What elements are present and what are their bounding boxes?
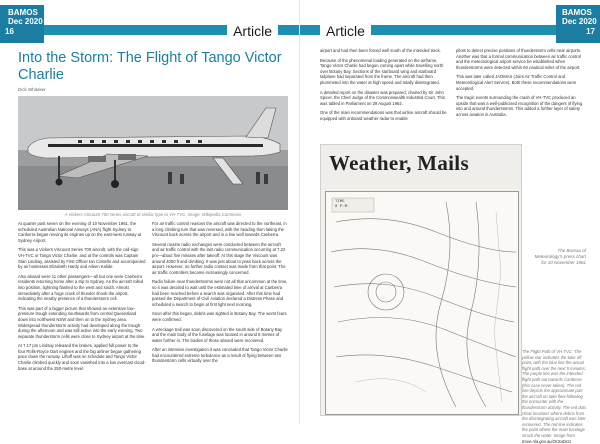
flight-path-caption xyxy=(522,349,588,444)
article-title: Into the Storm: The Flight of Tango Victor Charlie xyxy=(18,50,282,83)
viscount-aircraft-image xyxy=(18,96,288,210)
article-column-4 xyxy=(456,48,584,122)
paragraph: A detailed report on the disaster was prepared, chaired by Sir John Spicer, the Chief Judge of the Commonwealth Industrial Court. This was tabled in Parliament on 29 August 1962. xyxy=(320,89,445,106)
clipping-caption: The Bureau of Meteorology's press chart for 10 November 1961 xyxy=(534,248,586,265)
byline: Dick Whitaker xyxy=(18,87,46,92)
tab-line1: BAMOS xyxy=(562,8,592,17)
aircraft-photo xyxy=(18,96,288,210)
paragraph: pilots to detect precise positions of thunderstorm cells near airports. Another was that a formal communication between air traffic control and the meteorological airport service be established when thunderstorms were detected within 60 nautical miles of the airport. xyxy=(456,48,582,70)
paragraph: For air traffic control reasons the aircraft was directed to the northeast, in a long climbing turn that was reversed, with the heading then taking the Viscount back across the airport and in a line well towards Canberra. xyxy=(152,221,287,238)
paragraph: Also aboard were 11 other passengers—all but one were Canberra residents returning home after a trip to Sydney. As the aircraft rolled into position, lightning flashed to the west and south. Almost immediately after a huge crack of thunder shook the airport, indicating the nearby presence of a thunderstorm cell. xyxy=(18,273,144,302)
issue-tab xyxy=(556,5,600,43)
section-label: Article xyxy=(320,24,371,38)
paragraph: Several routine radio exchanges were conducted between the aircraft and air traffic control with the last radio communication occurring at 7.22 pm—about five minutes after takeoff. At this stage the Viscount was around 4000 ft and climbing. It was just about to pass back across the airport. However, no further radio contact was made from that point. The air traffic controllers became increasingly concerned. xyxy=(152,241,286,275)
clipping-headline: Weather, Mails xyxy=(329,151,469,175)
paragraph: This was part of a bigger picture that showed an extensive low-pressure trough extending southwards from central Queensland down into northwest NSW and then on to the Sydney area. Widespread thunderstorm activity had developed along the trough during the afternoon and was still active into the early evening. Two separate thunderstorm cells were close to Sydney airport at the time. xyxy=(18,305,146,339)
paragraph: After an intensive investigation it was concluded that Tango Victor Charlie had encountered extreme turbulence as a result of flying between two thunderstorm cells virtually over the xyxy=(152,347,288,364)
paragraph: This was a Vickers Viscount Series 700 aircraft, with the call-sign VH-TVC or Tango Victor Charlie, and at the controls was Captain Stan Lindsay, assisted by First Officer Ian Costello and accompanied by air hostesses Elizabeth Hardy and Aileen Kalide. xyxy=(18,247,146,270)
paragraph: One of the main recommendations was that airline aircraft should be equipped with onboard weather radar to enable xyxy=(320,110,447,121)
chart-label: 8 P.M. xyxy=(335,205,350,209)
paragraph: Radio failure near thunderstorms were not all that uncommon at the time, so it was decided to wait until the estimated time of arrival at Canberra had been reached before a search was organised. After this time had passed the Department of Civil Aviation declared a Distress Phase and scheduled a search to begin at first light next morning. xyxy=(152,279,288,307)
chart-label: TIME xyxy=(335,200,345,204)
clipping-banner xyxy=(321,145,521,189)
tab-line2: Dec 2020 xyxy=(8,17,43,26)
flight-path-caption-text: The Flight Path of VH-TVC. The yellow star indicates the take off point, with the blue line the actual flight path over the next 5 minutes. The purple line was the intended flight path out towards Canberra (this case never taken). The red line depicts the approximate part the aircraft on take flew following the encounter with the thunderstorm activity. The red dots show locations where debris from the disintegrating aircraft was later recovered. The red line indicates the point where the main fuselage struck the water. Image from xyxy=(522,349,587,438)
issue-tab xyxy=(0,5,44,43)
right-page xyxy=(300,0,600,444)
article-column-3 xyxy=(320,48,448,126)
paragraph: A wreckage trail was soon discovered on the south side of Botany Bay and the main body of the fuselage was located in around 6 metres of water further in. The bodies of those aboard were recovered. xyxy=(152,326,283,343)
paragraph: The tragic events surrounding the crash of VH-TVC produced an upside that was a well-publicised recognition of the dangers of flying into and around thunderstorms. This added a further layer of safety across aviation in Australia. xyxy=(456,95,583,117)
paragraph: Soon after this began, debris was sighted in Botany Bay. The worst fears were confirmed. xyxy=(152,311,287,322)
weather-chart-image xyxy=(325,191,519,415)
article-column-2 xyxy=(152,221,288,368)
tab-line2: Dec 2020 xyxy=(562,17,597,26)
isobar-chart xyxy=(326,192,518,414)
photo-caption: A Vickers Viscount 700 series aircraft of similar type to VH-TVC. Image: Wikipedia Commons xyxy=(64,212,242,217)
tab-line1: BAMOS xyxy=(8,8,38,17)
article-column-1 xyxy=(18,221,146,375)
left-page xyxy=(0,0,300,424)
page-number: 16 xyxy=(5,27,14,36)
newspaper-weather-clipping xyxy=(320,144,522,416)
source-link[interactable]: trove.nla.gov.au/2KSaDcG xyxy=(522,438,572,444)
paragraph: At 7.17 pm Lindsay released the brakes, applied full power to the four Rolls-Royce Dart engines and the big airliner began gathering pace down the runway. Liftoff was on schedule and Tango Victor Charlie climbed quickly and soon vanished into a low overcast cloud-base at around the 250-metre level. xyxy=(18,343,146,371)
paragraph: Because of the phenomenal loading generated on the airframe, Tango Victor Charlie had begun coming apart while travelling north over Botany Bay. Sections of the starboard wing and starboard tailplane had separated from the frame. The aircraft had then plummeted into the water at high speed and totally disintegrated. xyxy=(320,57,444,85)
paragraph: At quarter past seven on the evening of 10 November 1961, the scheduled Australian National Airways (ANA) flight Sydney to Canberra began revving its engines up on the east-west runway at Sydney Airport. xyxy=(18,221,142,243)
page-number: 17 xyxy=(586,27,595,36)
section-label: Article xyxy=(227,24,278,38)
paragraph: airport and had then been forced well south of the intended track. xyxy=(320,48,441,53)
paragraph: This was later called JAOMAS (Joint Air Traffic Control and Meteorological Alert Service). Both these recommendations were accepted. xyxy=(456,74,577,91)
